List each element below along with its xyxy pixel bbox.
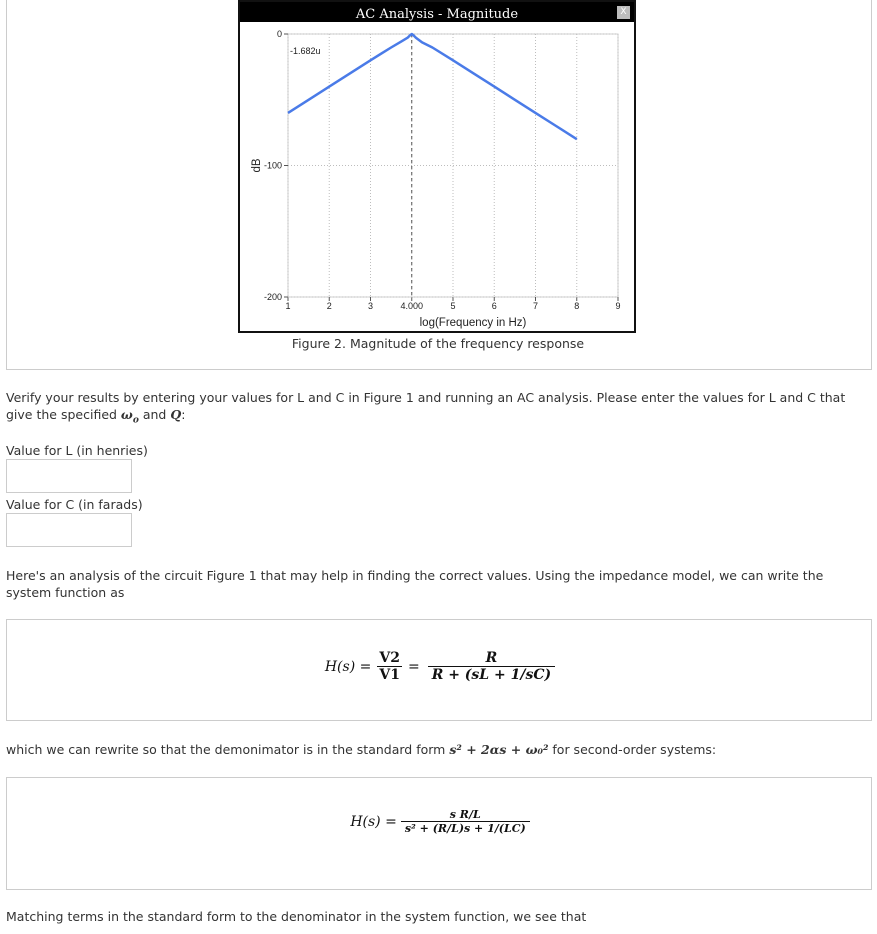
instructions-text <box>6 389 864 430</box>
plot-area <box>240 22 634 331</box>
eq1-lhs: H(s) = <box>324 658 372 675</box>
instructions-and: and <box>138 407 171 422</box>
eq2-denominator: s² + (R/L)s + 1/(LC) <box>404 822 526 835</box>
equation-1 <box>7 650 871 683</box>
instructions-part1: Verify your results by entering your values for L and C in Figure 1 and running an AC analysis. Please enter the values for L and C that give the specified <box>6 390 846 422</box>
cursor-value-label: -1.682u <box>290 46 321 56</box>
x-tick-label: 5 <box>450 301 456 311</box>
equation-box-2 <box>6 777 872 890</box>
rewrite-after: for second-order systems: <box>548 742 717 757</box>
instructions-colon: : <box>181 407 186 422</box>
standard-form-math: s² + 2αs + ω₀² <box>449 742 549 757</box>
y-axis-label: dB <box>251 158 263 173</box>
omega-subscript: o <box>132 415 139 426</box>
eq1-denominator-2: R + (sL + 1/sC) <box>431 667 552 683</box>
x-tick-label: 1 <box>285 301 291 311</box>
l-field-label: Value for L (in henries) <box>6 443 148 458</box>
eq1-numerator-1: V2 <box>379 650 400 666</box>
rewrite-text <box>6 741 864 758</box>
eq1-fraction-2 <box>430 650 553 683</box>
x-tick-label: 4.000 <box>400 301 424 311</box>
eq2-numerator: s R/L <box>401 808 530 822</box>
eq1-denominator-1: V1 <box>379 667 400 683</box>
x-tick-label: 7 <box>532 301 539 311</box>
c-value-input[interactable] <box>6 513 132 547</box>
eq2-lhs: H(s) = <box>350 813 397 830</box>
equation-2 <box>7 808 871 835</box>
figure-caption: Figure 2. Magnitude of the frequency response <box>291 336 585 351</box>
ac-analysis-plot-window <box>238 0 636 333</box>
omega-symbol: ω <box>120 407 133 422</box>
q-symbol: Q <box>170 407 182 422</box>
y-tick-label: -200 <box>263 292 282 302</box>
eq1-equals: = <box>407 658 420 675</box>
x-tick-label: 2 <box>326 301 332 311</box>
equation-box-1 <box>6 619 872 721</box>
c-field-label: Value for C (in farads) <box>6 497 143 512</box>
matching-text: Matching terms in the standard form to the denominator in the system function, we see that <box>6 909 587 924</box>
x-tick-label: 3 <box>367 301 374 311</box>
x-tick-label: 8 <box>574 301 580 311</box>
rewrite-before: which we can rewrite so that the demonimator is in the standard form <box>6 742 450 757</box>
x-tick-label: 9 <box>615 301 621 311</box>
eq2-fraction <box>403 808 528 835</box>
eq1-fraction-1 <box>377 650 402 683</box>
x-axis-label: log(Frequency in Hz) <box>419 317 527 329</box>
close-icon[interactable]: X <box>617 6 630 19</box>
x-tick-label: 6 <box>491 301 497 311</box>
magnitude-chart <box>240 22 634 331</box>
y-tick-label: -100 <box>263 160 282 171</box>
plot-title: AC Analysis - Magnitude <box>355 7 519 22</box>
analysis-text: Here's an analysis of the circuit Figure 1 that may help in finding the correct values. Using the impedance model, we can write the system function as <box>6 568 824 600</box>
y-tick-label: 0 <box>276 29 282 39</box>
l-value-input[interactable] <box>6 459 132 493</box>
eq1-numerator-2: R <box>428 650 555 667</box>
